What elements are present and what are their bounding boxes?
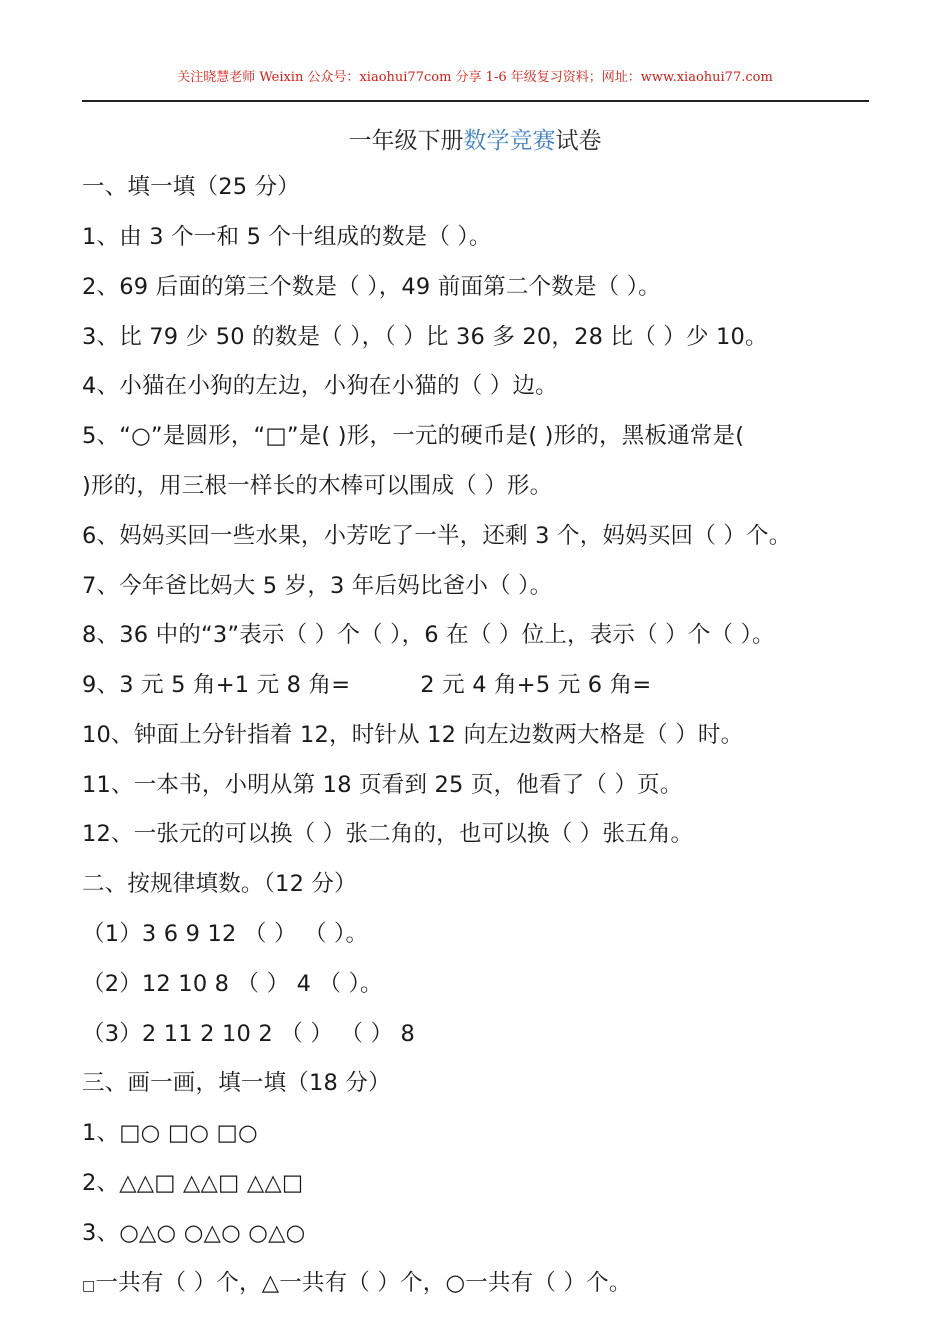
pattern-2: 2、△△□ △△□ △△□ bbox=[82, 1170, 304, 1196]
header-note: 关注晓慧老师 Weixin 公众号：xiaohui77com 分享 1-6 年级复习资料；网址：www.xiaohui77.com bbox=[177, 70, 773, 85]
section1-heading: 一、填一填（25 分） bbox=[82, 174, 300, 200]
question-5-line-2: )形的，用三根一样长的木棒可以围成（ ）形。 bbox=[82, 473, 553, 499]
sequence-2: （2）12 10 8 （ ） 4 （ ）。 bbox=[82, 971, 383, 997]
title-pre: 一年级下册 bbox=[348, 128, 464, 154]
section3-heading: 三、画一画，填一填（18 分） bbox=[82, 1070, 391, 1096]
question-10: 10、钟面上分针指着 12，时针从 12 向左边数两大格是（ ）时。 bbox=[82, 722, 744, 748]
title-highlight: 数学竞赛 bbox=[463, 128, 556, 154]
question-8: 8、36 中的“3”表示（ ）个（ ），6 在（ ）位上，表示（ ）个（ ）。 bbox=[82, 622, 775, 648]
count-question bbox=[82, 1268, 632, 1301]
count-question-text: 一共有（ ）个，△一共有（ ）个，○一共有（ ）个。 bbox=[95, 1270, 632, 1296]
question-3: 3、比 79 少 50 的数是（ ），（ ）比 36 多 20，28 比（ ）少 10。 bbox=[82, 324, 768, 350]
pattern-1: 1、□○ □○ □○ bbox=[82, 1120, 258, 1146]
question-12: 12、一张元的可以换（ ）张二角的，也可以换（ ）张五角。 bbox=[82, 821, 694, 847]
question-2: 2、69 后面的第三个数是（ ），49 前面第二个数是（ ）。 bbox=[82, 274, 661, 300]
question-9-part-a: 9、3 元 5 角+1 元 8 角= bbox=[82, 672, 351, 698]
title-post: 试卷 bbox=[555, 128, 602, 154]
question-9 bbox=[82, 670, 651, 700]
pattern-3: 3、○△○ ○△○ ○△○ bbox=[82, 1220, 306, 1246]
question-5-line-1: 5、“○”是圆形，“□”是( )形，一元的硬币是( )形的，黑板通常是( bbox=[82, 423, 745, 449]
header-rule bbox=[82, 100, 869, 102]
question-6: 6、妈妈买回一些水果，小芳吃了一半，还剩 3 个，妈妈买回（ ）个。 bbox=[82, 523, 792, 549]
question-4: 4、小猫在小狗的左边，小狗在小猫的（ ）边。 bbox=[82, 373, 558, 399]
section2-heading: 二、按规律填数。（12 分） bbox=[82, 871, 357, 897]
question-1: 1、由 3 个一和 5 个十组成的数是（ ）。 bbox=[82, 224, 492, 250]
page-title bbox=[0, 122, 950, 155]
sequence-1: （1）3 6 9 12 （ ） （ ）。 bbox=[82, 921, 369, 947]
question-7: 7、今年爸比妈大 5 岁，3 年后妈比爸小（ ）。 bbox=[82, 573, 553, 599]
sequence-3: （3）2 11 2 10 2 （ ） （ ） 8 bbox=[82, 1021, 416, 1047]
question-11: 11、一本书，小明从第 18 页看到 25 页，他看了（ ）页。 bbox=[82, 772, 683, 798]
small-square-symbol: □ bbox=[82, 1278, 96, 1294]
question-9-part-b: 2 元 4 角+5 元 6 角= bbox=[420, 672, 652, 698]
